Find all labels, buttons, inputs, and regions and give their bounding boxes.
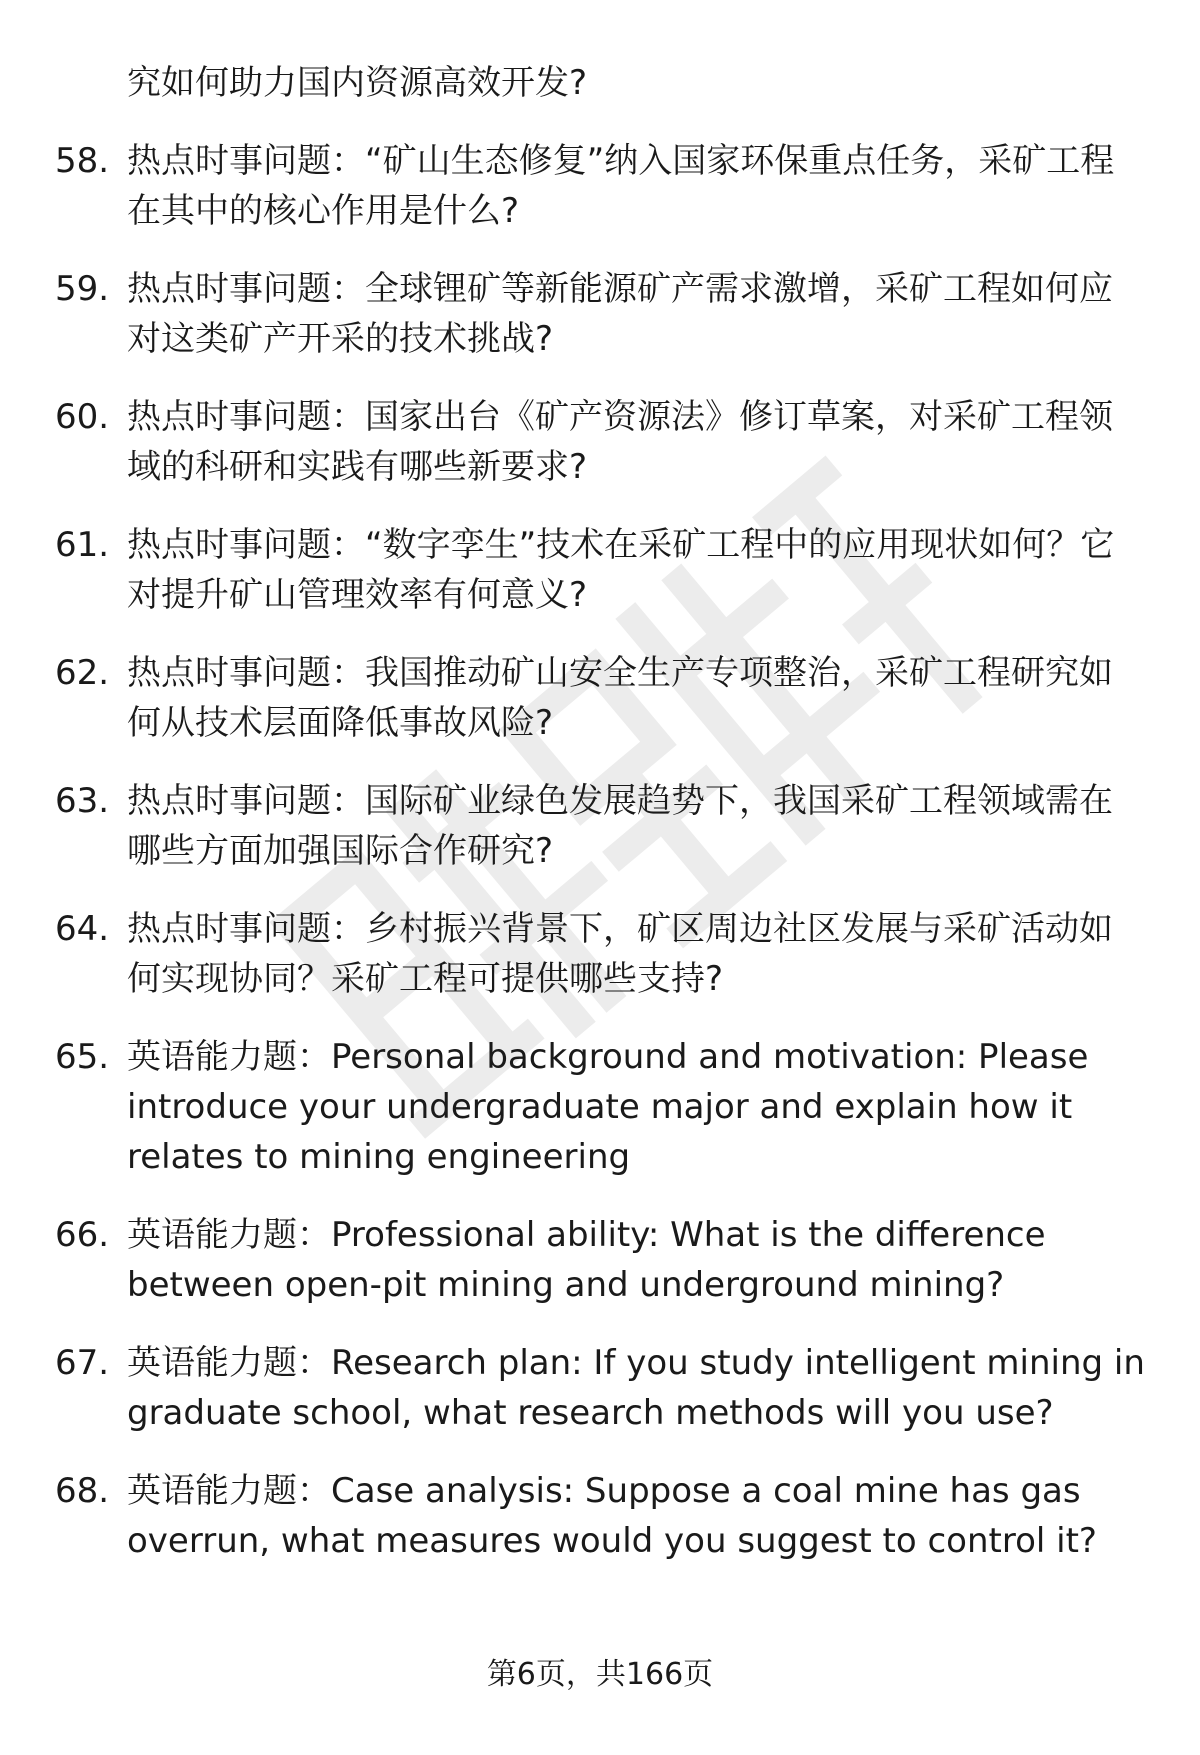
continued-text: 究如何助力国内资源高效开发? bbox=[127, 63, 588, 103]
item-text: 英语能力题：Research plan: If you study intelligent mining in graduate school, what research methods will you use? bbox=[127, 1343, 1145, 1433]
item-number: 63. bbox=[55, 781, 110, 821]
item-number: 64. bbox=[55, 909, 110, 949]
page-footer: 第6页，共166页 bbox=[486, 1657, 714, 1692]
item-number: 68. bbox=[55, 1471, 110, 1511]
list-item bbox=[55, 648, 1145, 748]
item-number: 60. bbox=[55, 397, 110, 437]
list-item bbox=[55, 264, 1145, 364]
item-number: 66. bbox=[55, 1215, 110, 1255]
list-item bbox=[55, 392, 1145, 492]
item-number: 67. bbox=[55, 1343, 110, 1383]
list-item bbox=[55, 1032, 1145, 1182]
item-text: 热点时事问题：乡村振兴背景下，矿区周边社区发展与采矿活动如何实现协同？采矿工程可提供哪些支持? bbox=[127, 909, 1113, 999]
item-text: 热点时事问题：国际矿业绿色发展趋势下，我国采矿工程领域需在哪些方面加强国际合作研究? bbox=[127, 781, 1113, 871]
list-item bbox=[55, 136, 1145, 236]
item-text: 英语能力题：Personal background and motivation: Please introduce your undergraduate major and explain how it relates to mining engineering bbox=[127, 1037, 1089, 1177]
item-text: 热点时事问题：“矿山生态修复”纳入国家环保重点任务，采矿工程在其中的核心作用是什么? bbox=[127, 141, 1115, 231]
question-list bbox=[55, 58, 1145, 1566]
item-text: 英语能力题：Professional ability: What is the difference between open-pit mining and underground mining? bbox=[127, 1215, 1046, 1305]
item-text: 热点时事问题：国家出台《矿产资源法》修订草案，对采矿工程领域的科研和实践有哪些新要求? bbox=[127, 397, 1113, 487]
item-number: 65. bbox=[55, 1037, 110, 1077]
item-text: 热点时事问题：我国推动矿山安全生产专项整治，采矿工程研究如何从技术层面降低事故风险? bbox=[127, 653, 1113, 743]
list-item bbox=[55, 776, 1145, 876]
item-number: 62. bbox=[55, 653, 110, 693]
item-text: 热点时事问题：“数字孪生”技术在采矿工程中的应用现状如何？它对提升矿山管理效率有何意义? bbox=[127, 525, 1115, 615]
item-number: 59. bbox=[55, 269, 110, 309]
list-item bbox=[55, 1338, 1145, 1438]
item-text: 热点时事问题：全球锂矿等新能源矿产需求激增，采矿工程如何应对这类矿产开采的技术挑战? bbox=[127, 269, 1113, 359]
item-text: 英语能力题：Case analysis: Suppose a coal mine has gas overrun, what measures would you suggest to control it? bbox=[127, 1471, 1097, 1561]
list-item bbox=[55, 520, 1145, 620]
list-item bbox=[55, 904, 1145, 1004]
item-number: 61. bbox=[55, 525, 110, 565]
list-item bbox=[55, 1210, 1145, 1310]
list-item bbox=[55, 1466, 1145, 1566]
item-number: 58. bbox=[55, 141, 110, 181]
